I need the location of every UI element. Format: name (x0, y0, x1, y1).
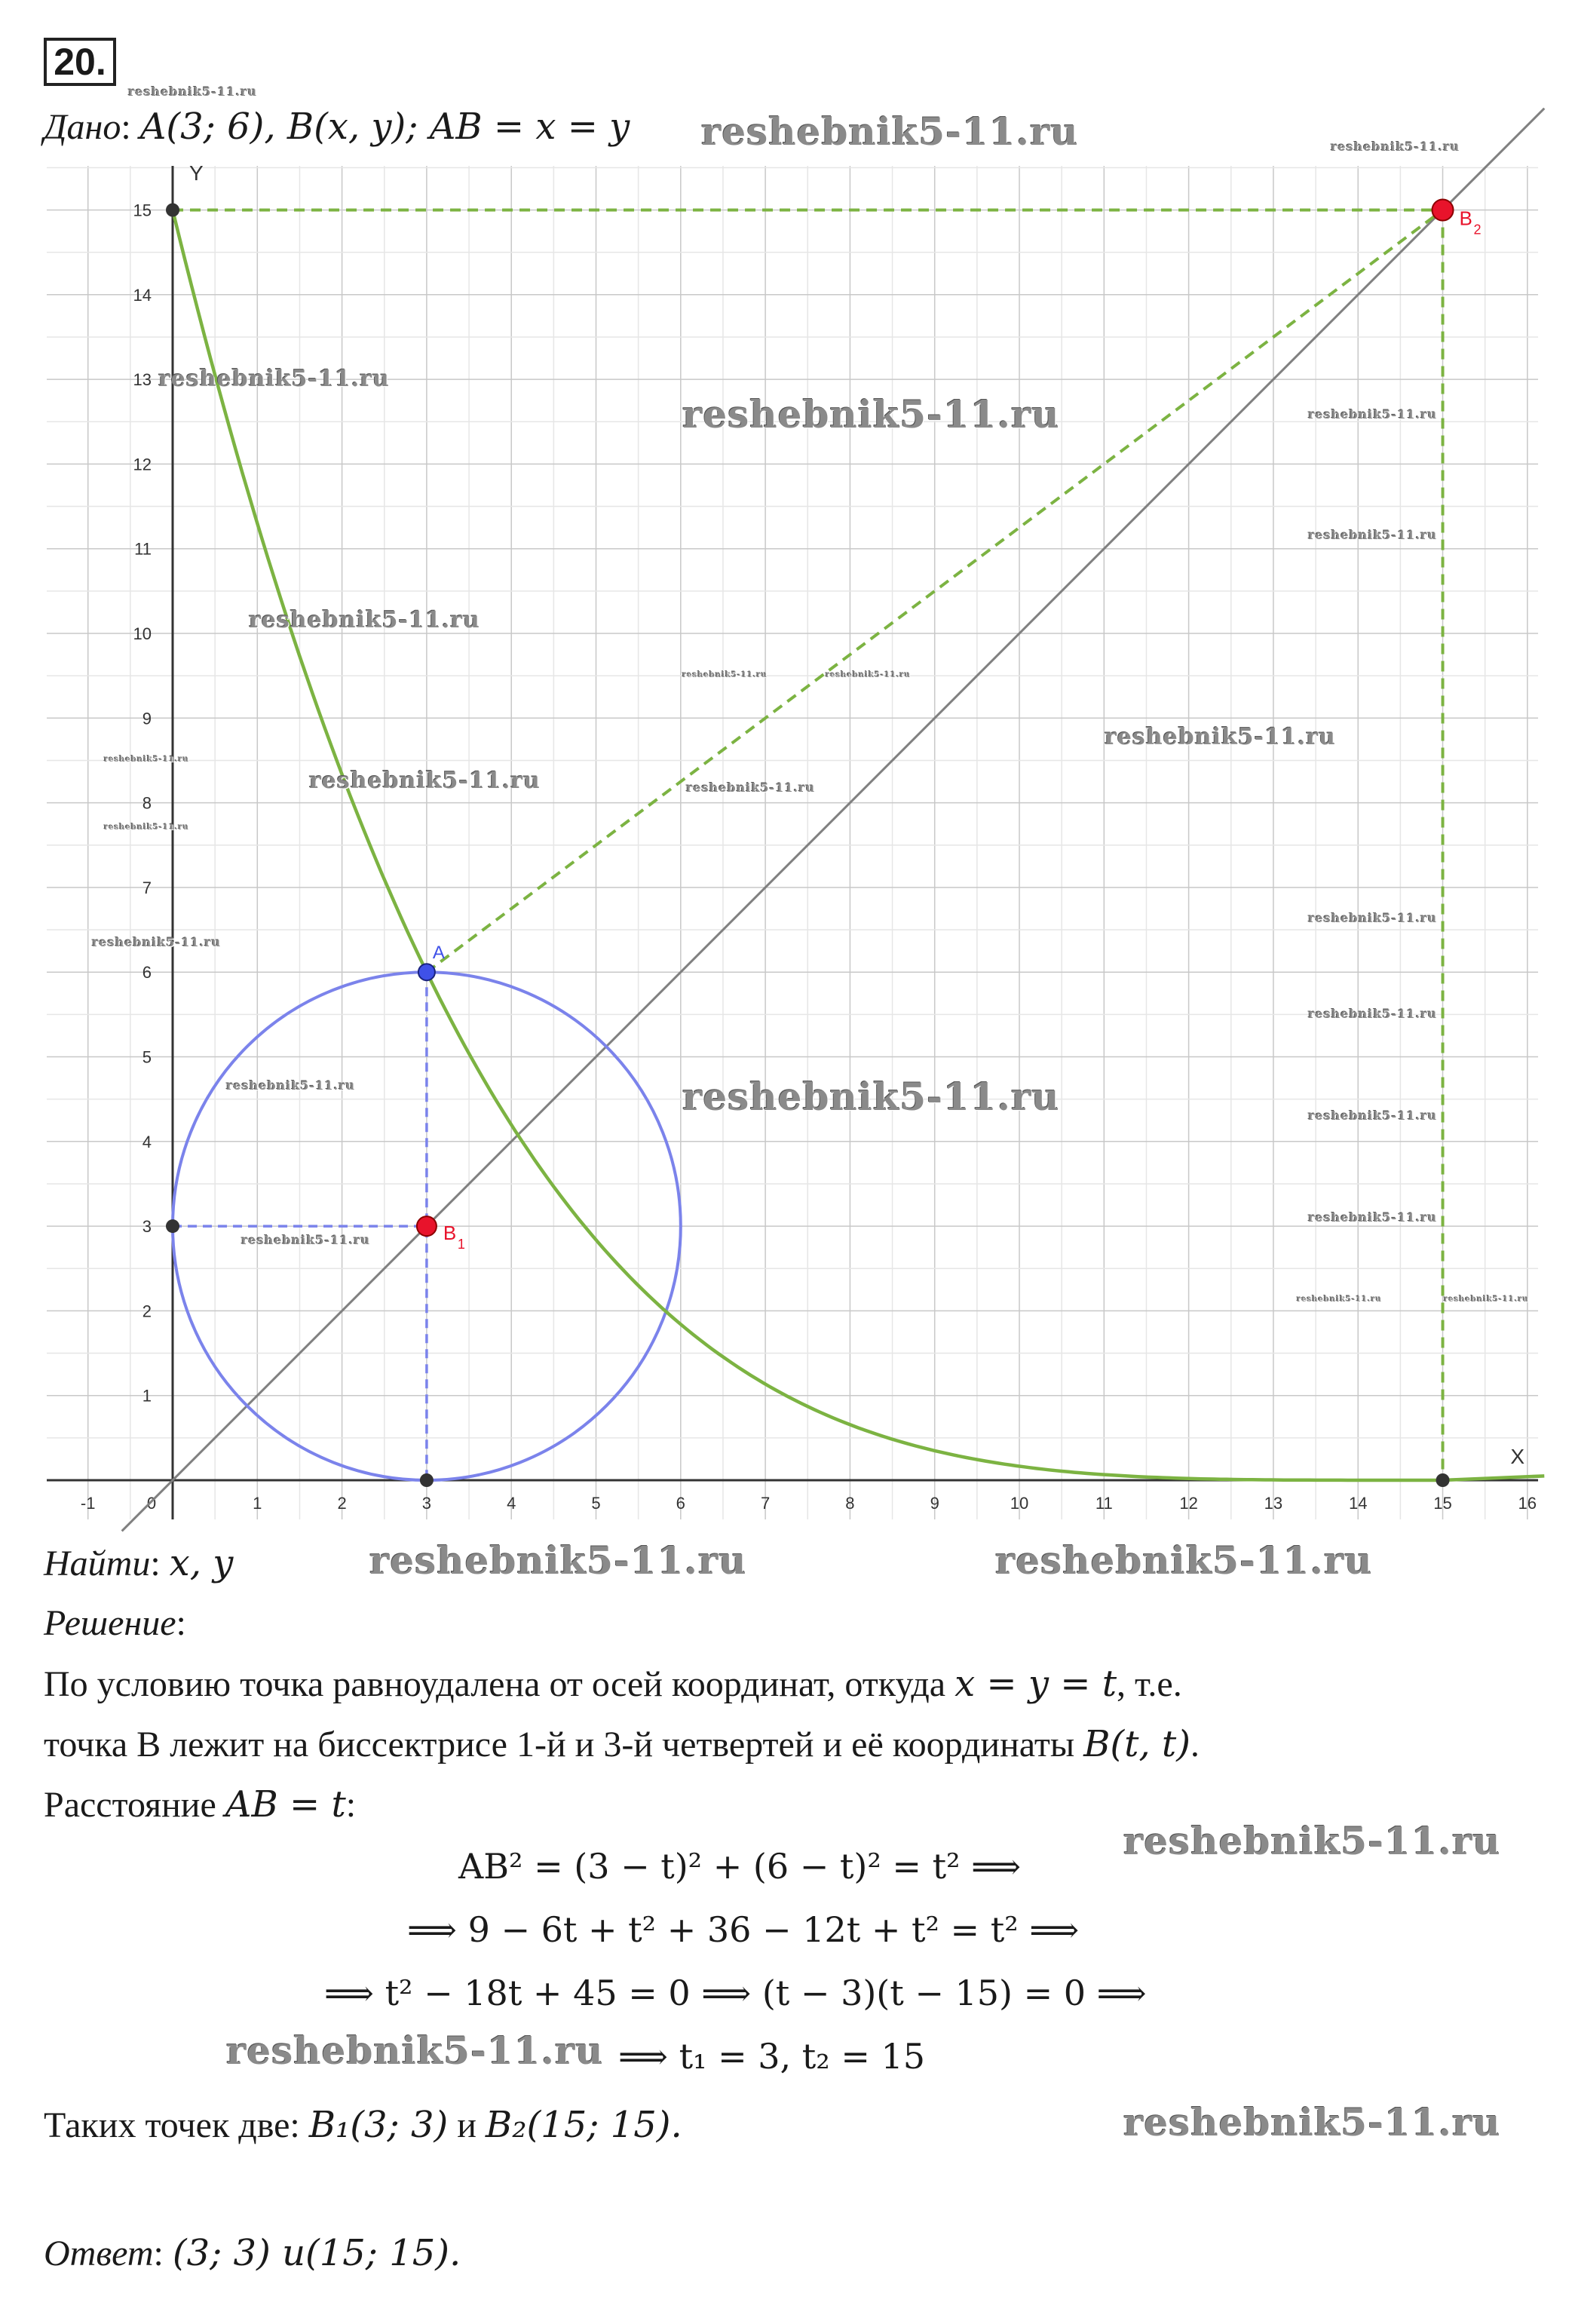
watermark: reshebnik5-11.ru (1297, 1295, 1382, 1304)
watermark: reshebnik5-11.ru (249, 607, 480, 633)
watermark: reshebnik5-11.ru (369, 1538, 747, 1583)
x-tick-label: 6 (676, 1494, 685, 1513)
y-tick-label: 4 (142, 1132, 152, 1151)
y-tick-label: 2 (142, 1302, 152, 1321)
watermark: reshebnik5-11.ru (128, 84, 258, 99)
x-tick-label: -1 (80, 1494, 96, 1513)
watermark: reshebnik5-11.ru (104, 823, 189, 832)
watermark: reshebnik5-11.ru (158, 366, 390, 392)
bisector-line (122, 109, 1545, 1531)
x-tick-label: 8 (845, 1494, 855, 1513)
x-tick-label: 14 (1348, 1494, 1368, 1513)
y-tick-label: 11 (134, 539, 152, 559)
x-tick-label: 5 (591, 1494, 601, 1513)
problem-number: 20. (44, 38, 116, 86)
answer-line: Ответ: (3; 3) и(15; 15). (44, 2232, 461, 2274)
solution-label: Решение (44, 1603, 176, 1643)
watermark: reshebnik5-11.ru (1123, 1819, 1501, 1863)
answer-label: Ответ (44, 2234, 154, 2273)
watermark: reshebnik5-11.ru (682, 671, 768, 679)
x-tick-label: 13 (1264, 1494, 1283, 1513)
x-tick-label: 1 (253, 1494, 262, 1513)
axis-point (166, 204, 179, 217)
watermark: reshebnik5-11.ru (682, 1075, 1060, 1119)
x-tick-label: 0 (146, 1494, 157, 1513)
figures (122, 109, 1545, 1531)
x-tick-label: 10 (1010, 1494, 1029, 1513)
y-tick-label: 1 (142, 1386, 152, 1406)
watermark: reshebnik5-11.ru (682, 392, 1060, 437)
watermark: reshebnik5-11.ru (1308, 528, 1438, 542)
watermark: reshebnik5-11.ru (92, 935, 222, 949)
y-tick-label: 15 (133, 201, 152, 220)
watermark: reshebnik5-11.ru (1105, 724, 1336, 750)
x-tick-label: 7 (760, 1494, 771, 1513)
x-tick-label: 16 (1518, 1494, 1537, 1513)
y-tick-label: 10 (133, 624, 152, 643)
given-label: Дано (44, 107, 121, 147)
point-b1-label: B (443, 1222, 457, 1245)
y-tick-label: 3 (142, 1217, 152, 1237)
two-points-line: Таких точек две: B₁(3; 3) и B₂(15; 15). (44, 2104, 682, 2146)
axis-point (420, 1473, 434, 1487)
point-b1 (417, 1216, 437, 1236)
x-tick-label: 11 (1095, 1494, 1113, 1513)
watermark: reshebnik5-11.ru (309, 768, 541, 794)
point-a-label: A (432, 943, 445, 964)
x-tick-label: 4 (507, 1494, 516, 1513)
find-expression: x, y (169, 1542, 234, 1584)
equation-2: ⟹ 9 − 6t + t² + 36 − 12t + t² = t² ⟹ (407, 1909, 1080, 1950)
point-b2-subscript: 2 (1473, 222, 1482, 238)
watermark: reshebnik5-11.ru (1308, 407, 1438, 422)
find-line: Найти: x, y (44, 1542, 234, 1584)
y-axis-label: Y (189, 161, 204, 185)
y-tick-label: 14 (133, 285, 152, 305)
point-a (418, 964, 435, 980)
watermark: reshebnik5-11.ru (1308, 1007, 1438, 1021)
equation-4: ⟹ t₁ = 3, t₂ = 15 (618, 2036, 926, 2077)
axis-point (1436, 1473, 1450, 1487)
watermark: reshebnik5-11.ru (701, 109, 1079, 154)
watermark: reshebnik5-11.ru (241, 1233, 371, 1247)
watermark: reshebnik5-11.ru (1308, 911, 1438, 925)
distance-line: Расстояние AB = t: (44, 1783, 357, 1826)
watermark: reshebnik5-11.ru (1308, 1108, 1438, 1123)
point-b2 (1433, 200, 1454, 221)
given-expression: A(3; 6), B(x, y); AB = x = y (139, 106, 630, 148)
watermark: reshebnik5-11.ru (1331, 140, 1460, 154)
watermark: reshebnik5-11.ru (226, 1078, 356, 1093)
x-tick-label: 9 (930, 1494, 939, 1513)
watermark: reshebnik5-11.ru (686, 780, 816, 795)
watermark: reshebnik5-11.ru (995, 1538, 1373, 1583)
watermark: reshebnik5-11.ru (226, 2028, 604, 2073)
watermark: reshebnik5-11.ru (1308, 1210, 1438, 1225)
find-label: Найти (44, 1544, 151, 1584)
y-tick-label: 5 (142, 1047, 152, 1067)
watermark: reshebnik5-11.ru (826, 671, 911, 679)
y-tick-label: 8 (142, 793, 152, 813)
x-tick-label: 3 (421, 1494, 432, 1513)
equation-1: AB² = (3 − t)² + (6 − t)² = t² ⟹ (458, 1846, 1022, 1887)
x-tick-label: 15 (1433, 1494, 1452, 1513)
given-line: Дано: A(3; 6), B(x, y); AB = x = y (44, 106, 630, 148)
y-tick-label: 13 (133, 370, 152, 390)
axis-point (166, 1219, 179, 1233)
answer-text: (3; 3) и(15; 15). (172, 2232, 461, 2274)
solution-text-2: точка B лежит на биссектрисе 1-й и 3-й четвертей и её координаты B(t, t). (44, 1723, 1200, 1765)
y-tick-label: 9 (142, 709, 152, 728)
watermark: reshebnik5-11.ru (1444, 1295, 1529, 1304)
point-b2-label: B (1459, 207, 1472, 230)
solution-label-line: Решение: (44, 1603, 186, 1643)
x-tick-label: 2 (337, 1494, 347, 1513)
y-tick-label: 6 (142, 963, 152, 983)
point-b1-subscript: 1 (457, 1237, 465, 1252)
x-tick-label: 12 (1179, 1494, 1198, 1513)
x-axis-label: X (1510, 1445, 1525, 1468)
y-tick-label: 7 (142, 878, 152, 897)
watermark: reshebnik5-11.ru (104, 756, 189, 764)
equation-3: ⟹ t² − 18t + 45 = 0 ⟹ (t − 3)(t − 15) = 0 ⟹ (324, 1973, 1147, 2013)
solution-text-1: По условию точка равноудалена от осей координат, откуда x = y = t, т.е. (44, 1663, 1182, 1705)
watermark: reshebnik5-11.ru (1123, 2100, 1501, 2145)
y-tick-label: 12 (133, 455, 152, 474)
